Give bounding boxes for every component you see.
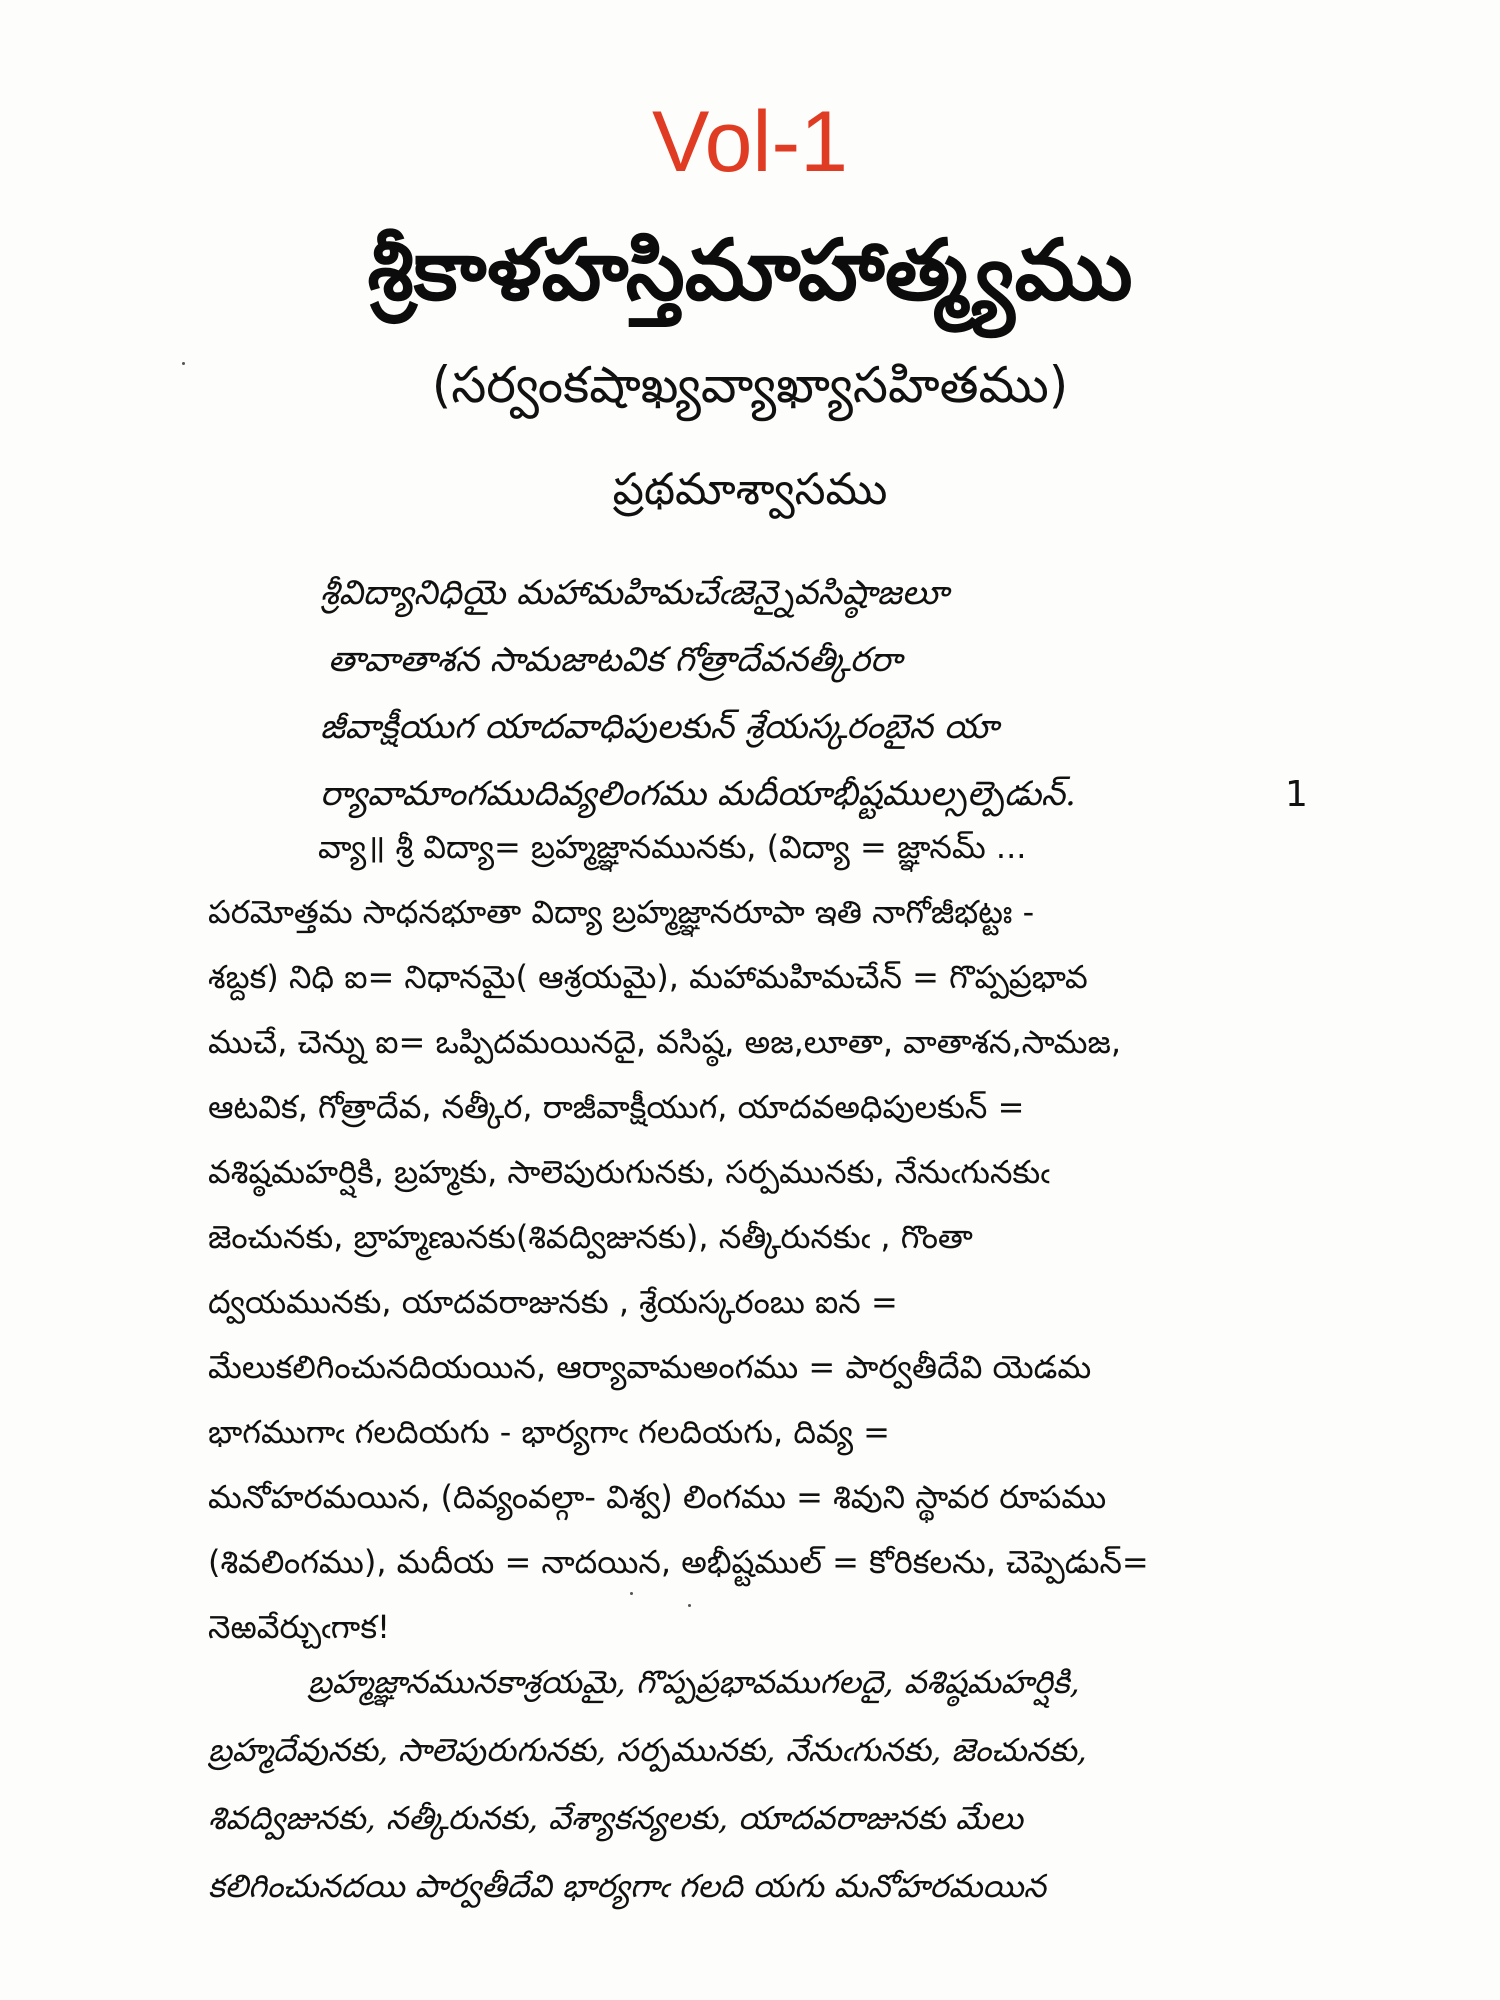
page-subtitle: (సర్వంకషాఖ్యవ్యాఖ్యాసహితము) (431, 356, 1069, 414)
commentary-line: భాగముగాఁ గలదియగు - భార్యగాఁ గలదియగు, దివ్య = (208, 1413, 890, 1451)
commentary-line: ద్వయమునకు, యాదవరాజునకు , శ్రేయస్కరంబు ఐన = (208, 1283, 898, 1321)
commentary-line: ముచే, చెన్ను ఐ= ఒప్పిదమయినదై, వసిష్ఠ, అజ,లూతా, వాతాశన,సామజ, (208, 1023, 1122, 1061)
scan-speck (182, 362, 185, 365)
commentary-block (208, 815, 1333, 1660)
section-heading: ప్రథమాశ్వాసము (612, 464, 888, 515)
commentary-line: జెంచునకు, బ్రాహ్మణునకు(శివద్విజునకు), నత్కీరునకుఁ , గొంతా (208, 1218, 973, 1256)
commentary-line: మనోహరమయిన, (దివ్యంవల్గా- విశ్వ) లింగము = శివుని స్థావర రూపము (208, 1478, 1107, 1516)
scan-speck (688, 1604, 691, 1607)
commentary-line: నెఱవేర్చుఁగాక! (208, 1608, 390, 1646)
volume-label: Vol-1 (651, 94, 849, 190)
summary-block (208, 1648, 1333, 1920)
commentary-line: మేలుకలిగించునదియయిన, ఆర్యావామఅంగము = పార్వతీదేవి యెడమ (208, 1348, 1092, 1386)
verse-line: శ్రీవిద్యానిధియై మహామహిమచేఁజెన్నైవసిష్ఠాజలూ (320, 573, 949, 613)
summary-line: శివద్విజునకు, నత్కీరునకు, వేశ్యాకన్యలకు, యాదవరాజునకు మేలు (208, 1799, 1023, 1837)
commentary-line: శబ్దక) నిధి ఐ= నిధానమై( ఆశ్రయమై), మహామహిమచేన్ = గొప్పప్రభావ (208, 958, 1088, 996)
commentary-line: (శివలింగము), మదీయ = నాదయిన, అభీష్టముల్ = కోరికలను, చెప్పెడున్= (208, 1543, 1149, 1581)
summary-line: బ్రహ్మదేవునకు, సాలెపురుగునకు, సర్పమునకు, నేనుఁగునకు, జెంచునకు, (208, 1731, 1087, 1769)
summary-line: కలిగించునదయి పార్వతీదేవి భార్యగాఁ గలది యగు మనోహరమయిన (208, 1867, 1046, 1905)
verse-line: జీవాక్షీయుగ యాదవాధిపులకున్ శ్రేయస్కరంబైన యా (320, 707, 999, 747)
page-title: శ్రీకాళహస్తిమాహాత్మ్యము (367, 221, 1133, 319)
verse-block (320, 560, 1370, 828)
commentary-line: పరమోత్తమ సాధనభూతా విద్యా బ్రహ్మజ్ఞానరూపా ఇతి నాగోజీభట్టః - (208, 893, 1035, 931)
commentary-line: ఆటవిక, గోత్రాదేవ, నత్కీర, రాజీవాక్షీయుగ, యాదవఅధిపులకున్ = (208, 1088, 1025, 1126)
summary-line: బ్రహ్మజ్ఞానమునకాశ్రయమై, గొప్పప్రభావముగలదై, వశిష్ఠమహర్షికి, (308, 1663, 1080, 1701)
verse-number: 1 (1285, 774, 1308, 815)
commentary-line: వ్యా॥ శ్రీ విద్యా= బ్రహ్మజ్ఞానమునకు, (విద్యా = జ్ఞానమ్ ... (318, 828, 1027, 866)
commentary-line: వశిష్ఠమహర్షికి, బ్రహ్మకు, సాలెపురుగునకు, సర్పమునకు, నేనుఁగునకుఁ (208, 1153, 1050, 1191)
verse-line-text: ర్యావామాంగముదివ్యలింగము మదీయాభీష్టముల్సల్పెడున్. (320, 774, 1076, 814)
scan-speck (630, 1592, 633, 1595)
verse-line: తావాతాశన సామజాటవిక గోత్రాదేవనత్కీరరా (328, 640, 902, 680)
